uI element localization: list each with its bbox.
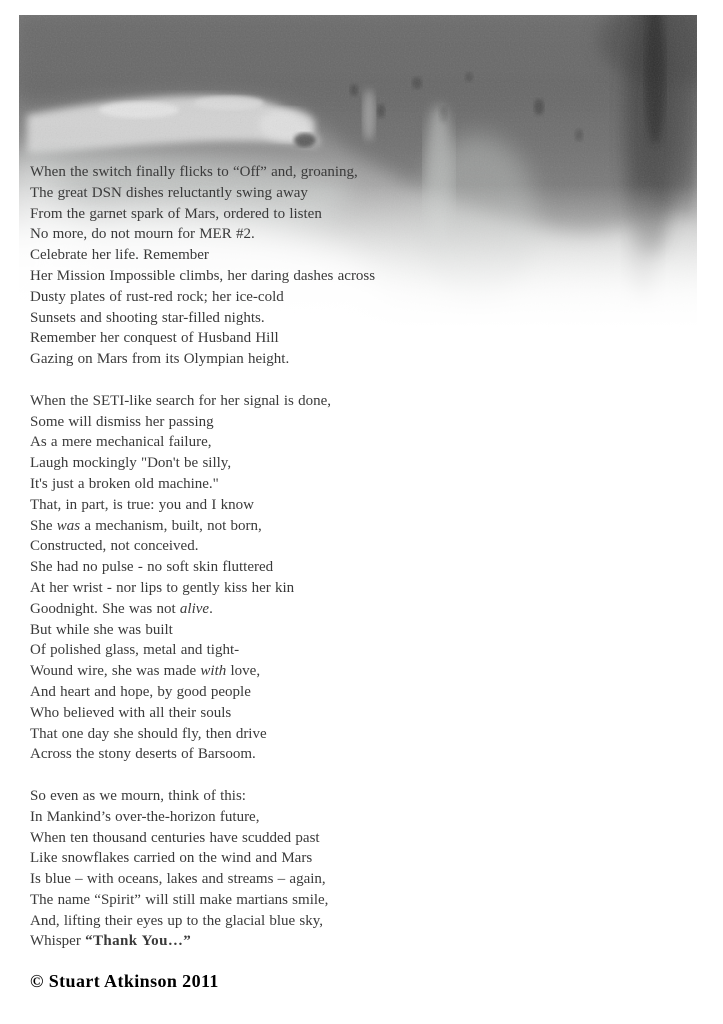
poem-line: At her wrist - nor lips to gently kiss her kin [30,579,295,596]
poem-line: Is blue – with oceans, lakes and streams – again, [30,871,326,888]
poem-line: Goodnight. She was not alive. [30,600,213,617]
poem-line: Like snowflakes carried on the wind and Mars [30,850,313,867]
poem-line: Whisper “Thank You…” [30,933,192,950]
poem-line: Some will dismiss her passing [30,413,214,430]
poem-line: Constructed, not conceived. [30,538,199,555]
poem-line: Gazing on Mars from its Olympian height. [30,351,290,368]
poem-line: As a mere mechanical failure, [30,434,212,451]
poem-line: That, in part, is true: you and I know [30,496,254,513]
poem-line: Sunsets and shooting star-filled nights. [30,309,265,326]
poem-line: From the garnet spark of Mars, ordered to listen [30,205,322,222]
poem-line: And heart and hope, by good people [30,683,251,700]
copyright-line: © Stuart Atkinson 2011 [30,971,219,991]
stanza [30,162,590,370]
poem-line: The great DSN dishes reluctantly swing away [30,184,308,201]
poem-line: When the switch finally flicks to “Off” and, groaning, [30,164,358,180]
poem-line: When ten thousand centuries have scudded past [30,829,320,846]
poem-line: Celebrate her life. Remember [30,247,209,264]
poem-line: When the SETI-like search for her signal is done, [30,392,331,409]
poem-line: Her Mission Impossible climbs, her daring dashes across [30,267,376,284]
poem-line: Across the stony deserts of Barsoom. [30,746,256,763]
poem-line: No more, do not mourn for MER #2. [30,226,255,243]
poem-line: She had no pulse - no soft skin fluttered [30,559,274,576]
poem-line: In Mankind’s over-the-horizon future, [30,808,260,825]
poem-line: That one day she should fly, then drive [30,725,267,742]
poem-line: Remember her conquest of Husband Hill [30,330,279,347]
poem-line: But while she was built [30,621,173,638]
poem-line: Dusty plates of rust-red rock; her ice-cold [30,288,284,305]
stanza [30,391,590,765]
poem [30,162,590,973]
poem-line: It's just a broken old machine." [30,475,219,492]
poem-line: Who believed with all their souls [30,704,232,721]
poem-line: Laugh mockingly "Don't be silly, [30,455,232,472]
stanza [30,786,590,952]
poem-line: She was a mechanism, built, not born, [30,517,262,534]
poem-line: The name “Spirit” will still make martians smile, [30,891,329,908]
poem-line: Wound wire, she was made with love, [30,663,261,680]
poem-line: And, lifting their eyes up to the glacial blue sky, [30,912,324,929]
poem-line: So even as we mourn, think of this: [30,787,246,804]
poem-line: Of polished glass, metal and tight- [30,642,240,659]
